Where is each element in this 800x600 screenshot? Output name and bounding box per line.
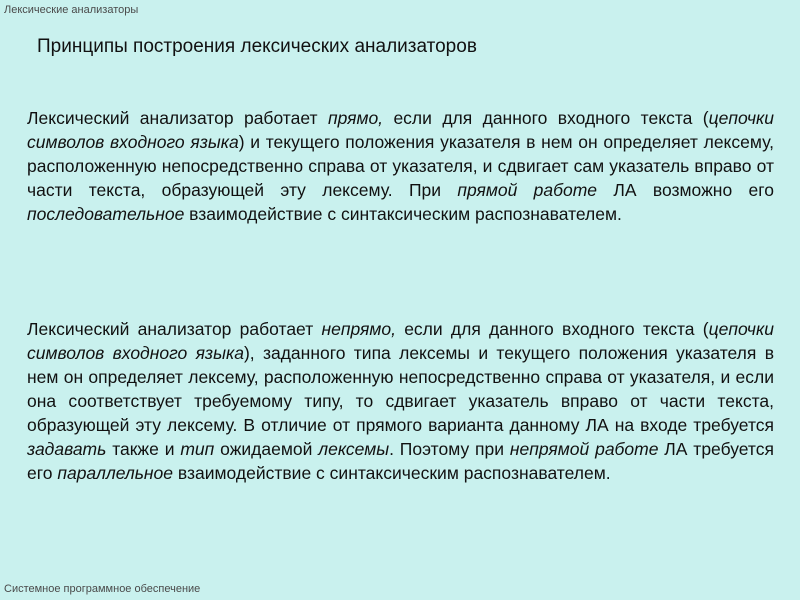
text-segment: ожидаемой [214,439,319,459]
paragraph-direct-analyzer [27,106,774,226]
page-title: Принципы построения лексических анализаторов [37,36,477,57]
emphasis-term: прямой работе [457,180,598,200]
text-segment: Лексический анализатор работает [27,108,328,128]
text-segment: ЛА требуется его [27,439,774,483]
text-segment: если для данного входного текста ( [395,319,709,339]
text-segment: взаимодействие с синтаксическим распознавателем. [173,463,611,483]
text-segment: ), заданного типа лексемы и текущего положения указателя в нем он определяет лексему, расположенную непосредственно справа от указателя, и если она соответствует требуемому типу, то сдвигает указатель вправо от части текста, образующей эту лексему. В отличие от прямого варианта данному ЛА на входе требуется [27,343,774,435]
emphasis-term: лексемы [318,439,390,459]
text-segment: если для данного входного текста ( [383,108,709,128]
footer-label: Системное программное обеспечение [4,583,201,595]
emphasis-term: последовательное [27,204,185,224]
emphasis-term: тип [180,439,215,459]
emphasis-term: непрямой работе [509,439,659,459]
emphasis-term: непрямо, [321,319,396,339]
text-segment: Лексический анализатор работает [27,319,322,339]
text-segment: ЛА возможно его [597,180,774,200]
text-segment: . Поэтому при [389,439,510,459]
text-segment: также и [106,439,181,459]
text-segment: ) и текущего положения указателя в нем он определяет лексему, расположенную непосредственно справа от указателя, и сдвигает сам указатель вправо от части текста, образующей эту лексему. При [27,132,774,200]
emphasis-term: задавать [27,439,107,459]
emphasis-term: цепочки символов входного языка [27,319,774,363]
paragraph-indirect-analyzer [27,317,774,485]
header-label: Лексические анализаторы [4,4,139,16]
emphasis-term: прямо, [327,108,384,128]
emphasis-term: параллельное [57,463,174,483]
text-segment: взаимодействие с синтаксическим распознавателем. [184,204,622,224]
emphasis-term: цепочки символов входного языка [27,108,774,152]
